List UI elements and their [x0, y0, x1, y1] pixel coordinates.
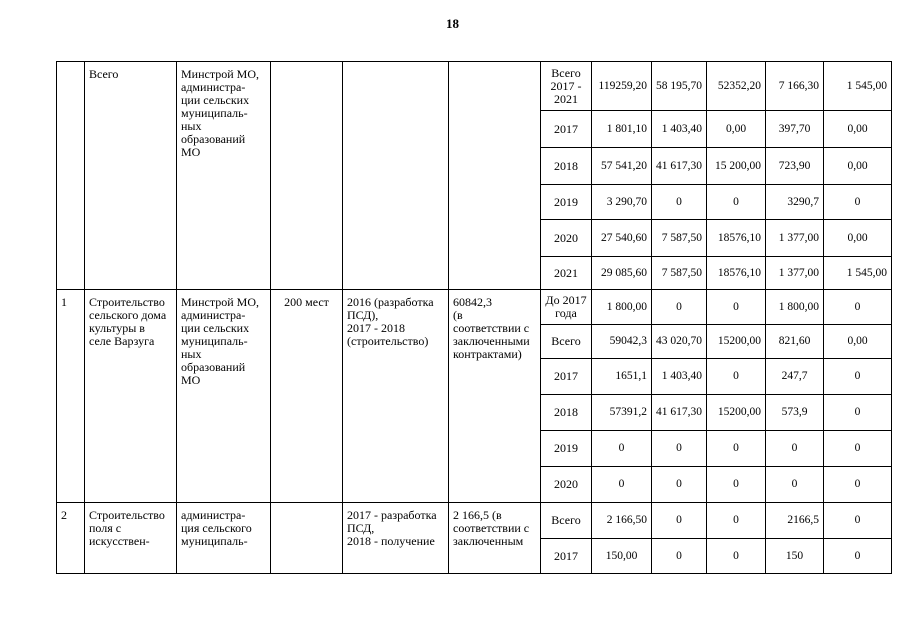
row-number-cell: 1 [57, 290, 85, 503]
row-number-cell [57, 62, 85, 290]
value-cell-v1: 1 800,00 [592, 290, 652, 325]
value-cell-v3: 0 [707, 431, 766, 467]
value-cell-v5: 0,00 [824, 220, 892, 257]
executor-cell: администра- ция сельского муниципаль- [177, 503, 271, 574]
value-cell-v5: 0 [824, 395, 892, 431]
value-cell-v5: 0 [824, 359, 892, 395]
year-cell: 2019 [541, 431, 592, 467]
value-cell-v5: 0 [824, 185, 892, 220]
table-row [57, 290, 892, 325]
year-cell: 2020 [541, 467, 592, 503]
value-cell-v2: 0 [652, 290, 707, 325]
value-cell-v2: 0 [652, 503, 707, 539]
value-cell-v3: 18576,10 [707, 257, 766, 290]
value-cell-v4: 7 166,30 [766, 62, 824, 111]
value-cell-v3: 15 200,00 [707, 148, 766, 185]
value-cell-v4: 1 800,00 [766, 290, 824, 325]
period-cell: 2017 - разработка ПСД, 2018 - получение [343, 503, 449, 574]
period-cell [343, 62, 449, 290]
value-cell-v2: 0 [652, 185, 707, 220]
value-cell-v5: 0 [824, 503, 892, 539]
value-cell-v4: 1 377,00 [766, 220, 824, 257]
value-cell-v1: 1 801,10 [592, 111, 652, 148]
table-body [57, 62, 892, 574]
object-name-cell: Строительство сельского дома культуры в селе Варзуга [85, 290, 177, 503]
value-cell-v3: 0,00 [707, 111, 766, 148]
capacity-cell [271, 62, 343, 290]
year-cell: До 2017 года [541, 290, 592, 325]
value-cell-v5: 0,00 [824, 325, 892, 359]
value-cell-v1: 27 540,60 [592, 220, 652, 257]
value-cell-v2: 7 587,50 [652, 220, 707, 257]
year-cell: 2017 [541, 539, 592, 574]
value-cell-v3: 0 [707, 359, 766, 395]
year-cell: 2018 [541, 148, 592, 185]
value-cell-v3: 15200,00 [707, 325, 766, 359]
value-cell-v1: 57391,2 [592, 395, 652, 431]
value-cell-v3: 18576,10 [707, 220, 766, 257]
value-cell-v2: 1 403,40 [652, 111, 707, 148]
value-cell-v2: 41 617,30 [652, 395, 707, 431]
year-cell: 2017 [541, 111, 592, 148]
value-cell-v5: 0 [824, 539, 892, 574]
value-cell-v2: 41 617,30 [652, 148, 707, 185]
value-cell-v4: 2166,5 [766, 503, 824, 539]
value-cell-v2: 0 [652, 467, 707, 503]
value-cell-v2: 0 [652, 539, 707, 574]
year-cell: Всего [541, 325, 592, 359]
value-cell-v4: 723,90 [766, 148, 824, 185]
value-cell-v1: 2 166,50 [592, 503, 652, 539]
value-cell-v1: 3 290,70 [592, 185, 652, 220]
page-number: 18 [446, 16, 459, 31]
year-cell: Всего [541, 503, 592, 539]
value-cell-v4: 821,60 [766, 325, 824, 359]
value-cell-v4: 0 [766, 431, 824, 467]
value-cell-v4: 0 [766, 467, 824, 503]
value-cell-v4: 397,70 [766, 111, 824, 148]
capacity-cell: 200 мест [271, 290, 343, 503]
year-cell: 2021 [541, 257, 592, 290]
value-cell-v1: 57 541,20 [592, 148, 652, 185]
value-cell-v1: 29 085,60 [592, 257, 652, 290]
value-cell-v4: 3290,7 [766, 185, 824, 220]
value-cell-v1: 1651,1 [592, 359, 652, 395]
value-cell-v5: 1 545,00 [824, 257, 892, 290]
row-number-cell: 2 [57, 503, 85, 574]
year-cell: 2017 [541, 359, 592, 395]
object-name-cell: Строительство поля с искусствен- [85, 503, 177, 574]
value-cell-v3: 0 [707, 290, 766, 325]
value-cell-v5: 1 545,00 [824, 62, 892, 111]
value-cell-v5: 0 [824, 290, 892, 325]
capacity-cell [271, 503, 343, 574]
value-cell-v1: 0 [592, 467, 652, 503]
value-cell-v5: 0,00 [824, 148, 892, 185]
year-cell: 2018 [541, 395, 592, 431]
value-cell-v3: 0 [707, 467, 766, 503]
estimated-cost-cell: 2 166,5 (в соответствии с заключенным [449, 503, 541, 574]
value-cell-v2: 0 [652, 431, 707, 467]
estimated-cost-cell: 60842,3 (в соответствии с заключенными контрактами) [449, 290, 541, 503]
value-cell-v4: 1 377,00 [766, 257, 824, 290]
value-cell-v1: 0 [592, 431, 652, 467]
year-cell: Всего 2017 - 2021 [541, 62, 592, 111]
value-cell-v5: 0,00 [824, 111, 892, 148]
value-cell-v5: 0 [824, 431, 892, 467]
value-cell-v1: 119259,20 [592, 62, 652, 111]
value-cell-v3: 0 [707, 503, 766, 539]
value-cell-v4: 150 [766, 539, 824, 574]
value-cell-v2: 43 020,70 [652, 325, 707, 359]
value-cell-v3: 0 [707, 185, 766, 220]
executor-cell: Минстрой МО, администра- ции сельских муниципаль- ных образований МО [177, 62, 271, 290]
period-cell: 2016 (разработка ПСД), 2017 - 2018 (строительство) [343, 290, 449, 503]
value-cell-v1: 59042,3 [592, 325, 652, 359]
year-cell: 2019 [541, 185, 592, 220]
program-table [56, 61, 892, 574]
value-cell-v3: 0 [707, 539, 766, 574]
value-cell-v2: 58 195,70 [652, 62, 707, 111]
executor-cell: Минстрой МО, администра- ции сельских муниципаль- ных образований МО [177, 290, 271, 503]
value-cell-v4: 247,7 [766, 359, 824, 395]
value-cell-v3: 15200,00 [707, 395, 766, 431]
value-cell-v3: 52352,20 [707, 62, 766, 111]
table-row [57, 503, 892, 539]
table-row [57, 62, 892, 111]
value-cell-v1: 150,00 [592, 539, 652, 574]
value-cell-v2: 7 587,50 [652, 257, 707, 290]
object-name-cell: Всего [85, 62, 177, 290]
year-cell: 2020 [541, 220, 592, 257]
value-cell-v5: 0 [824, 467, 892, 503]
value-cell-v2: 1 403,40 [652, 359, 707, 395]
value-cell-v4: 573,9 [766, 395, 824, 431]
estimated-cost-cell [449, 62, 541, 290]
